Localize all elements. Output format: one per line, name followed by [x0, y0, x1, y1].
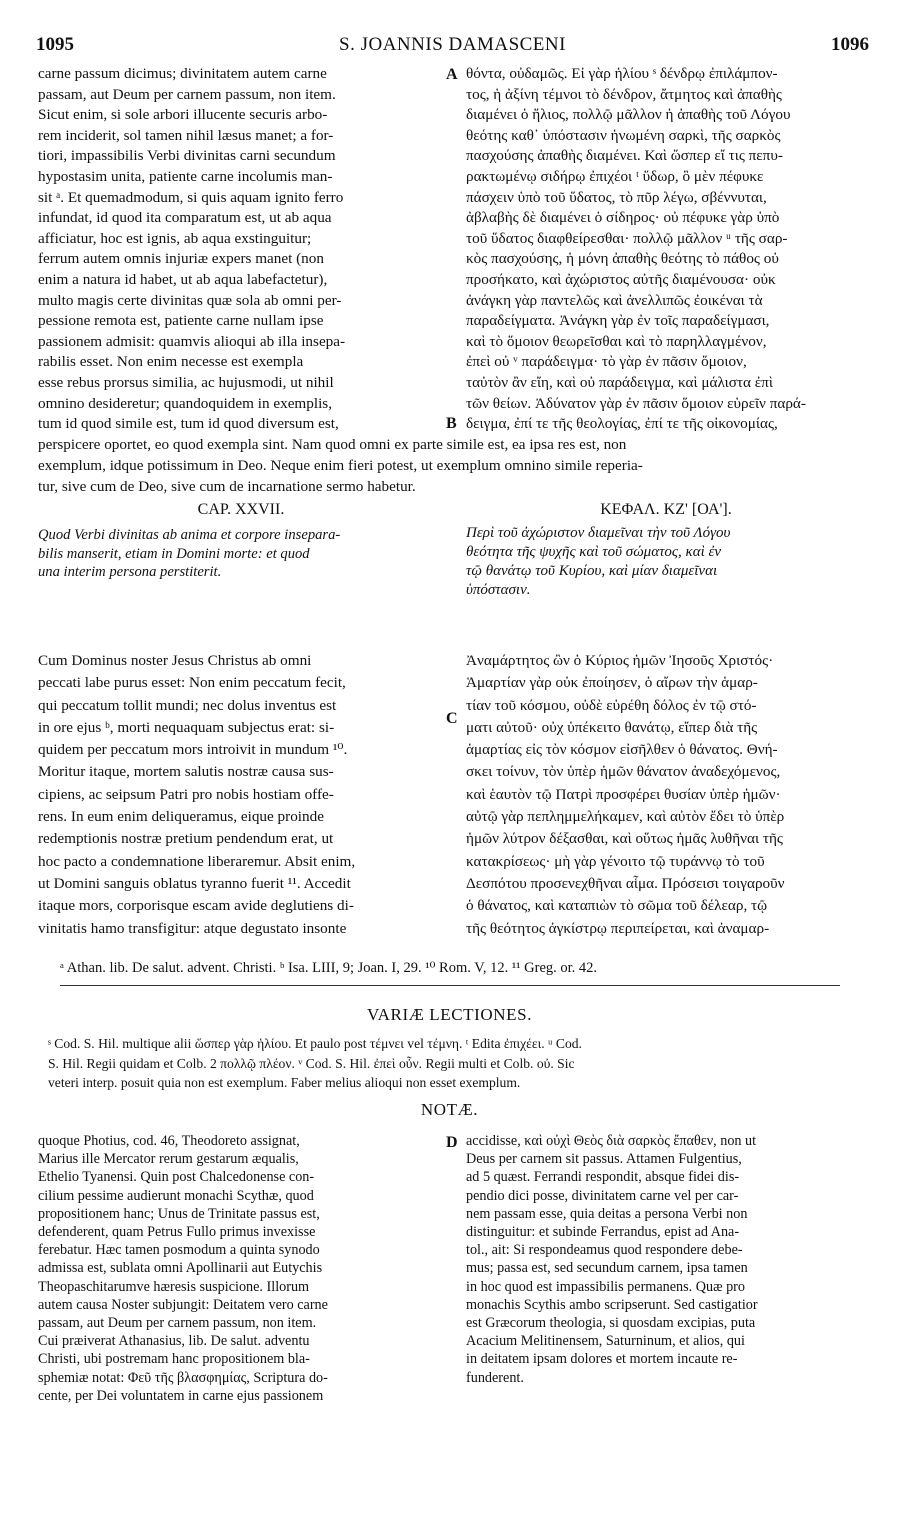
note-line: accidisse, καὶ οὐχὶ Θεὸς διὰ σαρκὸς ἔπαθεν, non ut: [466, 1133, 757, 1149]
latin-line: ferrum autem omnis injuriæ expers manet (non: [38, 250, 324, 268]
note-line: in deitatem ipsam dolores et mortem incaute re-: [466, 1351, 738, 1368]
latin-line: pessione remota est, patiente carne nullam ipse: [38, 312, 324, 330]
note-line: autem causa Noster subjungit: Deitatem vero carne: [38, 1296, 328, 1313]
note-line: in hoc quod est impassibilis permanens. Quæ pro: [466, 1278, 745, 1295]
latin-line: carne passum dicimus; divinitatem autem carne: [38, 65, 327, 82]
latin-line: qui peccatum tollit mundi; nec dolus inventus est: [38, 696, 337, 714]
page-number-right: 1096: [831, 34, 869, 55]
note-line: quoque Photius, cod. 46, Theodoreto assignat,: [38, 1133, 300, 1149]
summary-line: una interim persona perstiterit.: [38, 564, 222, 580]
margin-marker-b: B: [446, 415, 457, 432]
variae-lectiones-title: VARIÆ LECTIONES.: [366, 1005, 533, 1024]
latin-line: infundat, id quod ita comparatum est, ut ab aqua: [38, 209, 332, 227]
greek-line: τοῦ ὕδατος διαφθείρεσθαι· πολλῷ μᾶλλον ᵘ τῆς σαρ-: [466, 229, 788, 247]
notae-title: NOTÆ.: [420, 1100, 479, 1119]
greek-line: θόντα, οὐδαμῶς. Εἰ γὰρ ἡλίου ˢ δένδρῳ ἐπιλάμπον-: [466, 65, 778, 82]
latin-line: vinitatis hamo transfigitur: atque degustato insonte: [38, 919, 347, 937]
note-line: admissa est, sublata omni Apollinarii aut Eutychis: [38, 1260, 323, 1277]
latin-line: tiori, impassibilis Verbi divinitas carni secundum: [38, 147, 336, 165]
note-line: ferebatur. Hæc tamen posmodum a quinta synodo: [38, 1242, 320, 1259]
latin-line: in ore ejus ᵇ, morti nequaquam subjectus erat: si-: [38, 718, 335, 736]
chapter-summary-greek: [466, 524, 866, 600]
greek-line: ἁμαρτίας εἰς τὸν κόσμον εἰσῆλθεν ὁ θάνατος. Θνή-: [466, 741, 778, 759]
summary-line: Περὶ τοῦ ἀχώριστον διαμεῖναι τὴν τοῦ Λόγου: [466, 525, 731, 541]
full-line: tur, sive cum de Deo, sive cum de incarnatione sermo habetur.: [38, 477, 416, 495]
greek-line: τῶν θείων. Ἀδύνατον γὰρ ἐν πᾶσιν ὅμοιον εὑρεῖν παρά-: [466, 394, 806, 412]
summary-line: τῷ θανάτῳ τοῦ Κυρίου, καὶ μίαν διαμεῖναι: [466, 563, 718, 579]
greek-line: Ἀναμάρτητος ὢν ὁ Κύριος ἡμῶν Ἰησοῦς Χριστός·: [466, 652, 774, 669]
note-line: pendio dici posse, divinitatem carne vel per car-: [466, 1187, 739, 1204]
note-line: defenderent, quam Petrus Fullo primus invexisse: [38, 1224, 316, 1241]
full-line: perspicere oportet, eo quod exempla sint. Nam quod omni ex parte simile est, ea ipsa res est, non: [38, 436, 627, 453]
latin-line: afficiatur, hoc est ignis, ab aqua exstinguitur;: [38, 229, 312, 247]
greek-line: δειγμα, ἐπί τε τῆς θεολογίας, ἐπί τε τῆς οἰκονομίας,: [466, 415, 778, 433]
note-line: ad 5 quæst. Ferrandi respondit, absque fidei dis-: [466, 1169, 740, 1186]
greek-line: ἡμῶν λύτρον δέξασθαι, καὶ οὕτως ἡμᾶς λυθῆναι τῆς: [466, 830, 783, 848]
greek-line: ἐπεὶ οὐ ᵛ παράδειγμα· τὸ γὰρ ἐν πᾶσιν ὅμοιον,: [466, 353, 747, 371]
greek-line: σκει τοίνυν, τὸν ὑπὲρ ἡμῶν θάνατον ἀναδεχόμενος,: [466, 763, 781, 781]
greek-line: θεότης καθ᾿ ὑπόστασιν ἡνωμένη σαρκὶ, τῆς σαρκὸς: [466, 126, 781, 144]
note-line: Cui præiverat Athanasius, lib. De salut. adventu: [38, 1333, 310, 1350]
variant-line: ˢ Cod. S. Hil. multique alii ὥσπερ γὰρ ἡλίου. Et paulo post τέμνει vel τέμνη. ᵗ Edita ἐπιχέει. ᵘ Cod.: [48, 1036, 582, 1051]
greek-line: ἀβλαβὴς δὲ διαμένει ὁ σίδηρος· οὐ πέφυκε γὰρ ὑπὸ: [466, 209, 780, 227]
latin-line: hypostasim unita, patiente carne incolumis man-: [38, 167, 333, 185]
notes-right-column: [466, 1132, 866, 1387]
greek-line: ματι αὐτοῦ· οὐχ ὑπέκειτο θανάτῳ, εἴπερ διὰ τῆς: [466, 718, 758, 736]
greek-line: κὸς πασχούσης, ἡ μόνη ἀπαθὴς θεότης τὸ πάθος οὐ: [466, 250, 779, 268]
latin-line: esse rebus prorsus similia, ac hujusmodi, ut nihil: [38, 373, 334, 391]
notes-left-column: [38, 1132, 446, 1405]
note-line: tol., ait: Si respondeamus quod respondere debe-: [466, 1242, 743, 1259]
latin-line: itaque mors, corporisque escam avide deglutiens di-: [38, 897, 354, 915]
note-line: Ethelio Tyanensi. Quin post Chalcedonense con-: [38, 1169, 315, 1186]
latin-line: redemptionis nostræ pretium pendendum erat, ut: [38, 830, 334, 848]
greek-line: πασχούσης ἀπαθὴς διαμένει. Καὶ ὥσπερ εἴ τις πεπυ-: [466, 147, 783, 165]
latin-line: multo magis certe divinitas quæ sola ab omni per-: [38, 291, 342, 309]
summary-line: bilis manserit, etiam in Domini morte: et quod: [38, 545, 310, 562]
note-line: mus; passa est, sed secundum carnem, ipsa tamen: [466, 1260, 748, 1277]
note-line: Marius ille Mercator rerum gestarum æqualis,: [38, 1151, 299, 1168]
full-line: exemplum, idque potissimum in Deo. Neque enim fieri potest, ut exemplum omnino simile reperia-: [38, 456, 643, 474]
latin-line: cipiens, ac seipsum Patri pro nobis hostiam offe-: [38, 785, 334, 803]
variant-line: veteri interp. posuit quia non est exemplum. Faber melius alioqui non esset exemplum.: [48, 1075, 521, 1091]
latin-line: rem inciderit, sol tamen nihil læsus manet; a for-: [38, 126, 334, 144]
note-line: distinguitur: et subinde Ferrandus, epist ad Ana-: [466, 1224, 740, 1241]
latin-line: passam, aut Deum per carnem passum, non item.: [38, 85, 336, 103]
greek-column-top: [466, 64, 866, 435]
latin-line: sit ᵃ. Et quemadmodum, si quis aquam ignito ferro: [38, 188, 344, 206]
greek-line: ἀνάγκη γὰρ παντελῶς καὶ ἀνελλιπῶς ἐοικέναι τὰ: [466, 291, 763, 309]
greek-line: ὁ θάνατος, καὶ καταπιὼν τὸ σῶμα τοῦ δέλεαρ, τῷ: [466, 897, 768, 915]
greek-line: προσήκατο, καὶ ἀχώριστος αὐτῆς διαμένουσα· οὐκ: [466, 270, 776, 288]
greek-line: τῆς θεότητος ἀγκίστρῳ περιπείρεται, καὶ ἀναμαρ-: [466, 919, 770, 937]
running-title: S. JOANNIS DAMASCENI: [339, 34, 566, 55]
latin-line: ut Domini sanguis oblatus tyranno fuerit ¹¹. Accedit: [38, 874, 351, 892]
greek-line: κατακρίσεως· μὴ γὰρ γένοιτο τῷ τυράννῳ τὸ τοῦ: [466, 852, 765, 870]
latin-line: peccati labe purus esset: Non enim peccatum fecit,: [38, 674, 346, 692]
greek-line: ταὐτὸν ἂν εἴη, καὶ οὐ παράδειγμα, καὶ μάλιστα ἐπὶ: [466, 373, 773, 391]
greek-line: παραδείγματα. Ἀνάγκη γὰρ ἐν τοῖς παραδείγμασι,: [466, 312, 770, 330]
divider: [60, 985, 840, 986]
variant-line: S. Hil. Regii quidam et Colb. 2 πολλῷ πλέον. ᵛ Cod. S. Hil. ἐπεὶ οὖν. Regii multi et Colb. οὐ. Sic: [48, 1055, 575, 1071]
latin-line: tum id quod simile est, tum id quod diversum est,: [38, 415, 339, 433]
greek-line: τίαν τοῦ κόσμου, οὐδὲ εὑρέθη δόλος ἐν τῷ στό-: [466, 696, 757, 714]
latin-line: quidem per peccatum mors introivit in mundum ¹⁰.: [38, 741, 348, 759]
note-line: monachis Scythis ambo scripserunt. Sed castigatior: [466, 1296, 758, 1313]
greek-line: διαμένει ὁ ἥλιος, πολλῷ μᾶλλον ἡ ἀπαθὴς τοῦ Λόγου: [466, 106, 791, 124]
latin-column-top: [38, 64, 444, 435]
note-line: cilium pessime audierunt monachi Scythæ, quod: [38, 1187, 314, 1204]
latin-line: hoc pacto a condemnatione liberaremur. Absit enim,: [38, 852, 356, 870]
variae-lectiones-text: [48, 1034, 863, 1093]
margin-marker-c: C: [446, 710, 458, 727]
greek-line: καὶ ἑαυτὸν τῷ Πατρὶ προσφέρει θυσίαν ὑπὲρ ἡμῶν·: [466, 785, 781, 803]
full-width-paragraph: [38, 435, 866, 497]
latin-line: passionem admisit: quamvis alioqui ab illa insepa-: [38, 332, 346, 350]
greek-line: καὶ τὸ ὅμοιον θεωρεῖσθαι καὶ τὸ παρηλλαγμένον,: [466, 332, 767, 350]
note-line: nem passam esse, quia deitas a persona Verbi non: [466, 1205, 748, 1222]
greek-line: ρακτωμένῳ σιδήρῳ ἐπιχέοι ᵗ ὕδωρ, ὃ μὲν πέφυκε: [466, 167, 764, 185]
note-line: est Græcorum theologia, si quosdam excipias, puta: [466, 1315, 756, 1332]
margin-marker-a: A: [446, 66, 458, 83]
latin-line: Cum Dominus noster Jesus Christus ab omni: [38, 652, 312, 669]
greek-line: Δεσπότου προσενεχθῆναι αἷμα. Πρόσεισι τοιγαροῦν: [466, 874, 785, 892]
latin-column-bottom: [38, 650, 444, 940]
latin-line: Moritur itaque, mortem salutis nostræ causa sus-: [38, 763, 334, 781]
summary-line: ὑπόστασιν.: [466, 582, 531, 598]
greek-line: αὐτῷ γὰρ πεπλημμελήκαμεν, καὶ αὐτὸν ἔδει τὸ ὑπὲρ: [466, 808, 785, 826]
greek-line: πάσχειν ὑπὸ τοῦ ὕδατος, τὸ πῦρ λέγω, σβέννυται,: [466, 188, 767, 206]
note-line: Acacium Melitinensem, Saturninum, et alios, qui: [466, 1333, 745, 1350]
latin-line: enim a natura id habet, ut ab aqua labefactetur),: [38, 270, 328, 288]
latin-line: Sicut enim, si sole arbori illucente securis arbo-: [38, 106, 328, 124]
note-line: funderent.: [466, 1369, 524, 1386]
latin-line: rabilis esset. Non enim necesse est exempla: [38, 353, 304, 371]
latin-line: rens. In eum enim deliqueramus, eique proinde: [38, 808, 324, 826]
note-line: cente, per Dei voluntatem in carne ejus passionem: [38, 1387, 324, 1404]
summary-line: Quod Verbi divinitas ab anima et corpore insepara-: [38, 527, 341, 543]
summary-line: θεότητα τῆς ψυχῆς καὶ τοῦ σώματος, καὶ ἐν: [466, 544, 722, 560]
note-line: Deus per carnem sit passus. Attamen Fulgentius,: [466, 1151, 742, 1168]
chapter-summary-latin: [38, 526, 444, 582]
note-line: propositionem hanc; Unus de Trinitate passus est,: [38, 1205, 320, 1222]
note-line: Theopaschitarumve hæresis suspicione. Illorum: [38, 1278, 310, 1295]
greek-line: Ἁμαρτίαν γὰρ οὐκ ἐποίησεν, ὁ αἴρων τὴν ἁμαρ-: [466, 674, 758, 692]
latin-line: omnino desideretur; quandoquidem in exemplis,: [38, 394, 332, 412]
footnote-line: ᵃ Athan. lib. De salut. advent. Christi. ᵇ Isa. LIII, 9; Joan. I, 29. ¹⁰ Rom. V, 12. ¹¹ Greg. or. 42.: [60, 960, 598, 976]
greek-line: τος, ἡ ἀξίνη τέμνοι τὸ δένδρον, ἄτμητος καὶ ἀπαθὴς: [466, 85, 782, 103]
note-line: Christi, ubi postremam hanc propositionem bla-: [38, 1351, 310, 1368]
note-line: passam, aut Deum per carnem passum, non item.: [38, 1315, 317, 1332]
page-number-left: 1095: [36, 34, 74, 55]
greek-column-bottom: [466, 650, 866, 940]
page-header: [36, 34, 869, 60]
chapter-heading-latin: CAP. XXVII.: [197, 501, 285, 518]
note-line: sphemiæ notat: Φεῦ τῆς βλασφημίας, Scriptura do-: [38, 1369, 328, 1386]
margin-marker-d: D: [446, 1134, 458, 1151]
chapter-heading-greek: ΚΕΦΑΛ. ΚΖ' [ΟΑ'].: [600, 501, 732, 518]
